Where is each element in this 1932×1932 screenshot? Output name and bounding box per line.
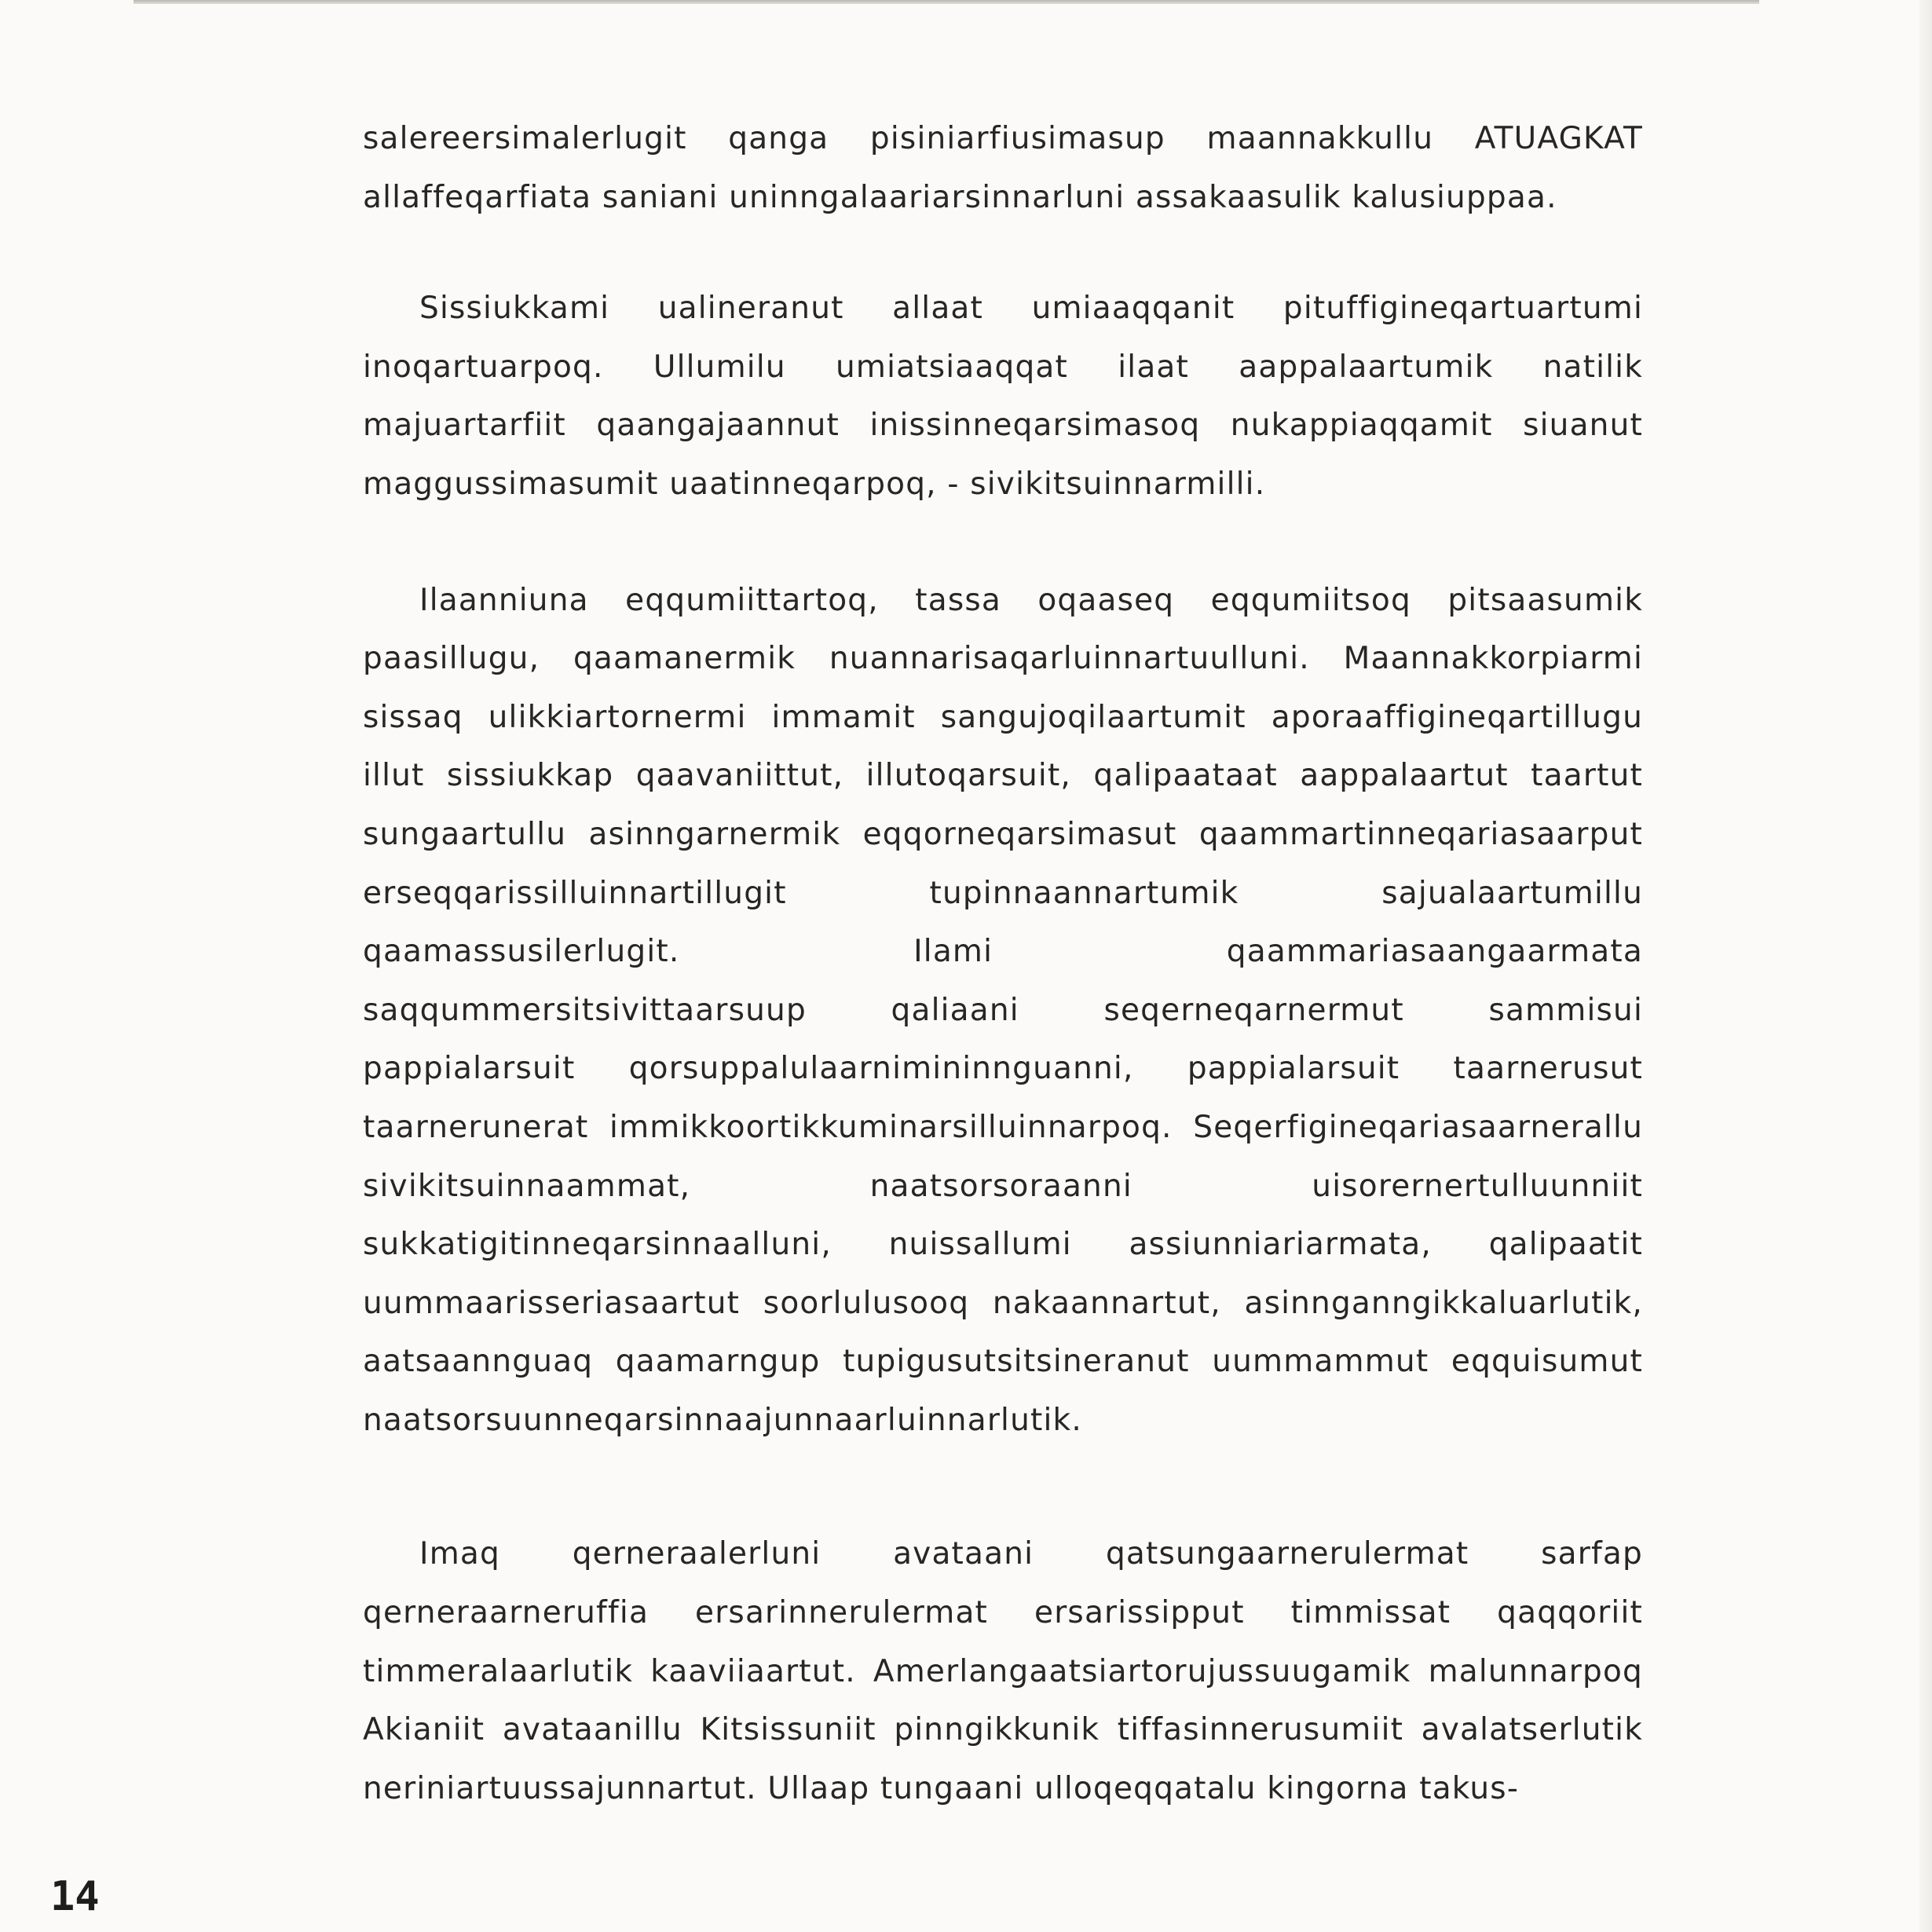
page-top-edge <box>134 0 1759 4</box>
paragraph-3: Ilaanniuna eqqumiittartoq, tassa oqaaseq eqqumiitsoq pitsaasumik paasillugu, qaamanermik nuannarisaqarluinnartuulluni. Maannakkorpiarmi sissaq ulikkiartornermi immamit sangujoqilaartumit aporaaffigineqartillugu illut sissiukkap qaavaniittut, illutoqarsuit, qalipaataat aappalaartut taartut sungaartullu asinngarnermik eqqorneqarsimasut qaammartinneqariasaarput erseqqarissilluinnartillugit tupinnaannartumik sajualaartumillu qaamassusilerlugit. Ilami qaammariasaangaarmata saqqummersitsivittaarsuup qaliaani seqerneqarnermut sammisui pappialarsuit qorsuppalulaarnimininnguanni, pappialarsuit taarnerusut taarnerunerat immikkoortikkuminarsilluinnarpoq. Seqerfigineqariasaarnerallu sivikitsuinnaammat, naatsorsoraanni uisorernertulluunniit sukkatigitinneqarsinnaalluni, nuissallumi assiunniariarmata, qalipaatit uummaarisseriasaartut soorlulusooq nakaannartut, asinnganngikkaluarlutik, aatsaannguaq qaamarngup tupigusutsitsineranut uummammut eqquisumut naatsorsuunneqarsinnaajunnaarluinnarlutik. <box>363 582 1643 1438</box>
paragraph-2: Sissiukkami ualineranut allaat umiaaqqanit pituffigineqartuartumi inoqartuarpoq. Ullumilu umiatsiaaqqat ilaat aappalaartumik natilik majuartarfiit qaangajaannut inissinneqarsimasoq nukappiaqqamit siuanut maggussimasumit uaatinneqarpoq, - sivikitsuinnarmilli. <box>363 291 1643 502</box>
body-text <box>363 110 1643 1818</box>
paragraph-1: salereersimalerlugit qanga pisiniarfiusimasup maannakkullu ATUAGKAT allaffeqarfiata saniani uninngalaariarsinnarluni assakaasulik kalusiuppaa. <box>363 121 1643 215</box>
page-number: 14 <box>50 1873 100 1920</box>
paragraph-4: Imaq qerneraalerluni avataani qatsungaarnerulermat sarfap qerneraarneruffia ersarinnerulermat ersarissipput timmissat qaqqoriit timmeralaarlutik kaaviiaartut. Amerlangaatsiartorujussuugamik malunnarpoq Akianiit avataanillu Kitsissuniit pinngikkunik tiffasinnerusumiit avalatserlutik neriniartuussajunnartut. Ullaap tungaani ulloqeqqatalu kingorna takus- <box>363 1536 1643 1806</box>
page-right-edge <box>1919 0 1932 1932</box>
